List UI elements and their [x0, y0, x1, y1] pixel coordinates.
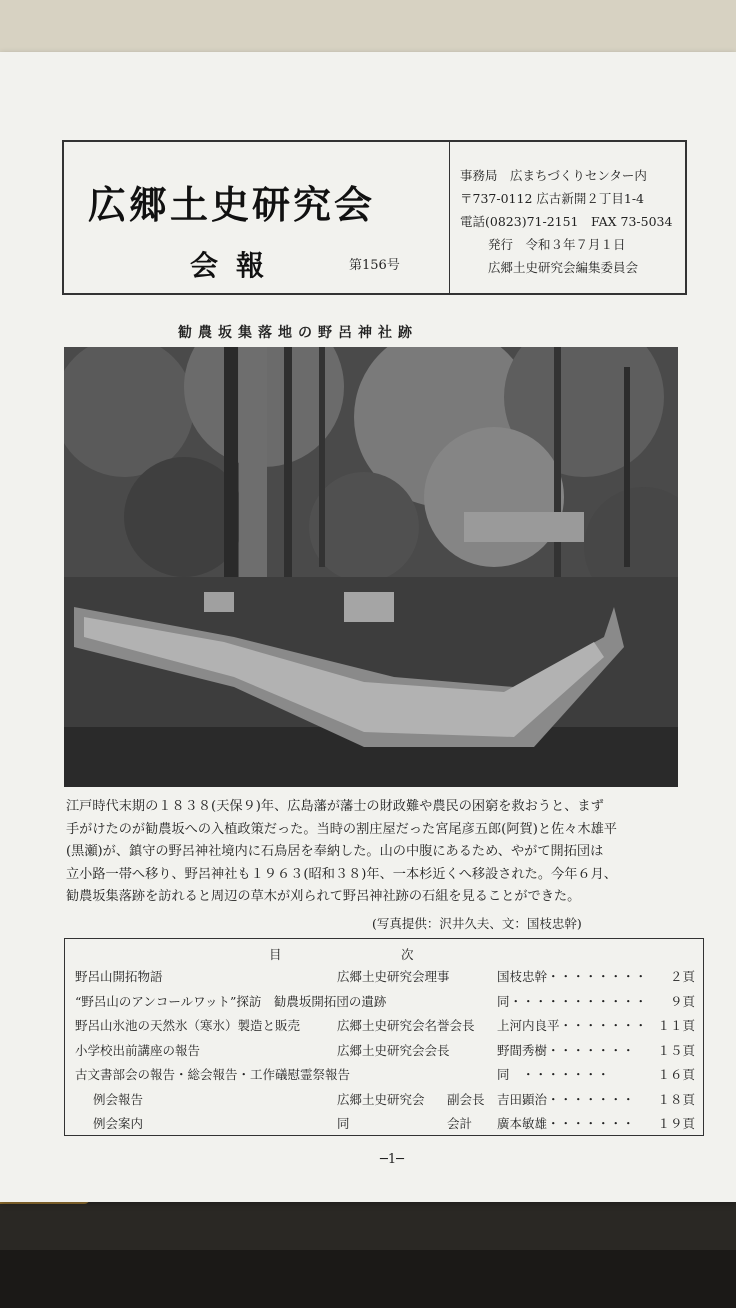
- toc-entry-author: 吉田顕治・・・・・・・: [497, 1091, 635, 1107]
- toc-entry-author: 廣本敏雄・・・・・・・: [497, 1116, 635, 1131]
- toc-row: [65, 992, 703, 1014]
- article-line: 江戸時代末期の１８３８(天保９)年、広島藩が藩士の財政難や農民の困窮を救おうと、まず: [66, 799, 604, 814]
- office-address: 事務局 広まちづくりセンター内: [460, 168, 647, 183]
- office-info: [460, 164, 685, 279]
- article-line: 立小路一帯へ移り、野呂神社も１９６３(昭和３８)年、一本杉近くへ移設された。今年６月、: [66, 866, 617, 882]
- photo-credit: (写真提供：沢井久夫、文：国枝忠幹): [372, 916, 582, 931]
- toc-entry-role: 副会長: [447, 1091, 485, 1107]
- issue-number: 第156号: [349, 258, 400, 273]
- toc-entry-organization: 同: [337, 1116, 350, 1131]
- toc-entry-page: １９頁: [657, 1116, 695, 1131]
- toc-row: [65, 1114, 703, 1136]
- toc-entry-organization: 広郷土史研究会会長: [337, 1042, 450, 1058]
- toc-entry-organization: 広郷土史研究会: [337, 1091, 425, 1107]
- photo-caption: 勧農坂集落地の野呂神社跡: [178, 325, 418, 341]
- toc-entry-title: 小学校出前講座の報告: [75, 1042, 201, 1058]
- toc-entry-title: 古文書部会の報告・総会報告・工作礒慰霊祭報告: [75, 1067, 351, 1082]
- toc-entry-author: 野間秀樹・・・・・・・: [497, 1042, 635, 1058]
- toc-row: [65, 1065, 703, 1087]
- article-line: 手がけたのが勧農坂への入植政策だった。当時の割庄屋だった宮尾彦五郎(阿賀)と佐々木雄平: [66, 821, 617, 837]
- publish-date: 発行 令和３年７月１日: [488, 237, 626, 252]
- toc-row: [65, 1041, 703, 1063]
- postal-address: 〒737-0112 広古新開２丁目1-4: [460, 191, 644, 206]
- toc-entry-page: １５頁: [657, 1042, 695, 1058]
- article-line: (黒瀬)が、鎮守の野呂神社境内に石鳥居を奉納した。山の中腹にあるため、やがて開拓団は: [66, 844, 604, 859]
- desk-edge: [0, 1250, 736, 1308]
- toc-entry-page: ２頁: [669, 969, 695, 984]
- toc-entry-title: 野呂山開拓物語: [75, 969, 163, 984]
- toc-entry-organization: 広郷土史研究会名誉会長: [337, 1018, 475, 1033]
- toc-entry-organization: 広郷土史研究会理事: [337, 969, 450, 984]
- toc-entry-author: 同・・・・・・・・・・・: [497, 993, 648, 1009]
- toc-heading-right: 次: [401, 947, 414, 962]
- toc-entry-title: 野呂山氷池の天然氷（寒氷）製造と販売: [75, 1018, 301, 1033]
- shrine-ruins-photo: [64, 347, 678, 787]
- toc-row: [65, 1016, 703, 1038]
- toc-entry-page: ９頁: [669, 993, 695, 1009]
- forest-ruins-illustration: [64, 347, 678, 787]
- toc-row: [65, 1090, 703, 1112]
- toc-entry-title: 例会案内: [93, 1116, 144, 1131]
- newsletter-subtitle: 会報: [190, 249, 283, 282]
- toc-entry-role: 会計: [447, 1116, 473, 1131]
- masthead-divider: [449, 142, 450, 293]
- article-body: [66, 796, 678, 909]
- toc-entry-page: １１頁: [657, 1018, 695, 1033]
- toc-entry-page: １８頁: [657, 1091, 695, 1107]
- toc-entry-page: １６頁: [657, 1067, 695, 1082]
- page-number: ─1─: [380, 1152, 404, 1167]
- toc-entry-author: 上河内良平・・・・・・・: [497, 1018, 648, 1033]
- toc-entry-author: 国枝忠幹・・・・・・・・: [497, 969, 648, 984]
- toc-entry-title: 例会報告: [93, 1091, 144, 1107]
- toc-row: [65, 967, 703, 989]
- toc-entry-author: 同 ・・・・・・・: [497, 1067, 610, 1082]
- article-line: 勧農坂集落跡を訪れると周辺の草木が刈られて野呂神社跡の石組を見ることができた。: [66, 889, 581, 904]
- toc-entry-title: “野呂山のアンコールワット”探訪 勧農坂開拓団の遺跡: [75, 993, 387, 1009]
- editorial-committee: 広郷土史研究会編集委員会: [488, 260, 639, 275]
- contact-phone: 電話(0823)71-2151 FAX 73-5034: [460, 214, 673, 229]
- masthead-box: [62, 140, 687, 295]
- table-of-contents: [64, 938, 704, 1136]
- toc-heading-left: 目: [269, 947, 282, 962]
- newsletter-title: 広郷土史研究会: [88, 183, 376, 227]
